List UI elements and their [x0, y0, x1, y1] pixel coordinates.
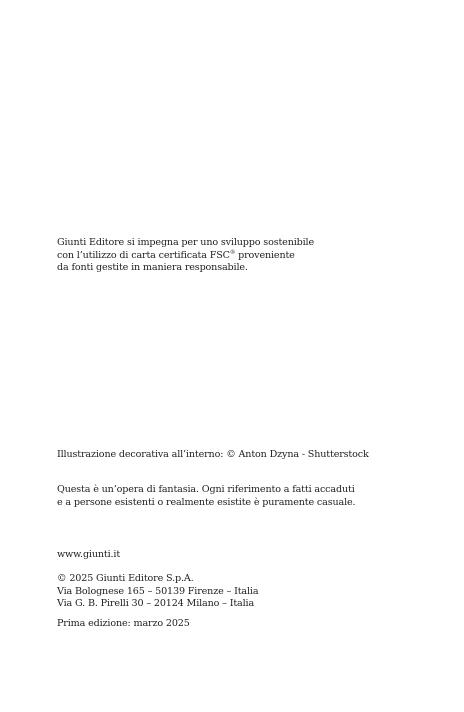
disclaimer-line: e a persone esistenti o realmente esistite è puramente casuale. — [57, 496, 356, 508]
address-line: Via G. B. Pirelli 30 – 20124 Milano – Italia — [57, 598, 255, 610]
address-line: Via Bolognese 165 – 50139 Firenze – Italia — [57, 585, 259, 597]
edition-info — [57, 618, 190, 631]
fsc-text-after: proveniente — [235, 249, 295, 261]
copyright-line: © 2025 Giunti Editore S.p.A. — [57, 573, 194, 584]
fsc-text: con l’utilizzo di carta certificata FSC — [57, 249, 230, 261]
registered-mark: ® — [229, 249, 236, 256]
publisher-website — [57, 549, 120, 562]
illustration-credit-text: Illustrazione decorativa all’interno: © Anton Dzyna - Shutterstock — [57, 449, 369, 460]
sustainability-statement — [57, 237, 314, 275]
sustainability-line — [57, 250, 314, 263]
copyright-block — [57, 573, 258, 611]
illustration-credit — [57, 449, 369, 462]
sustainability-line: da fonti gestite in maniera responsabile. — [57, 262, 248, 274]
fiction-disclaimer — [57, 484, 355, 509]
sustainability-line: Giunti Editore si impegna per uno sviluppo sostenibile — [57, 237, 314, 248]
disclaimer-line: Questa è un’opera di fantasia. Ogni riferimento a fatti accaduti — [57, 484, 355, 495]
website-text: www.giunti.it — [57, 549, 121, 560]
edition-text: Prima edizione: marzo 2025 — [57, 618, 190, 629]
